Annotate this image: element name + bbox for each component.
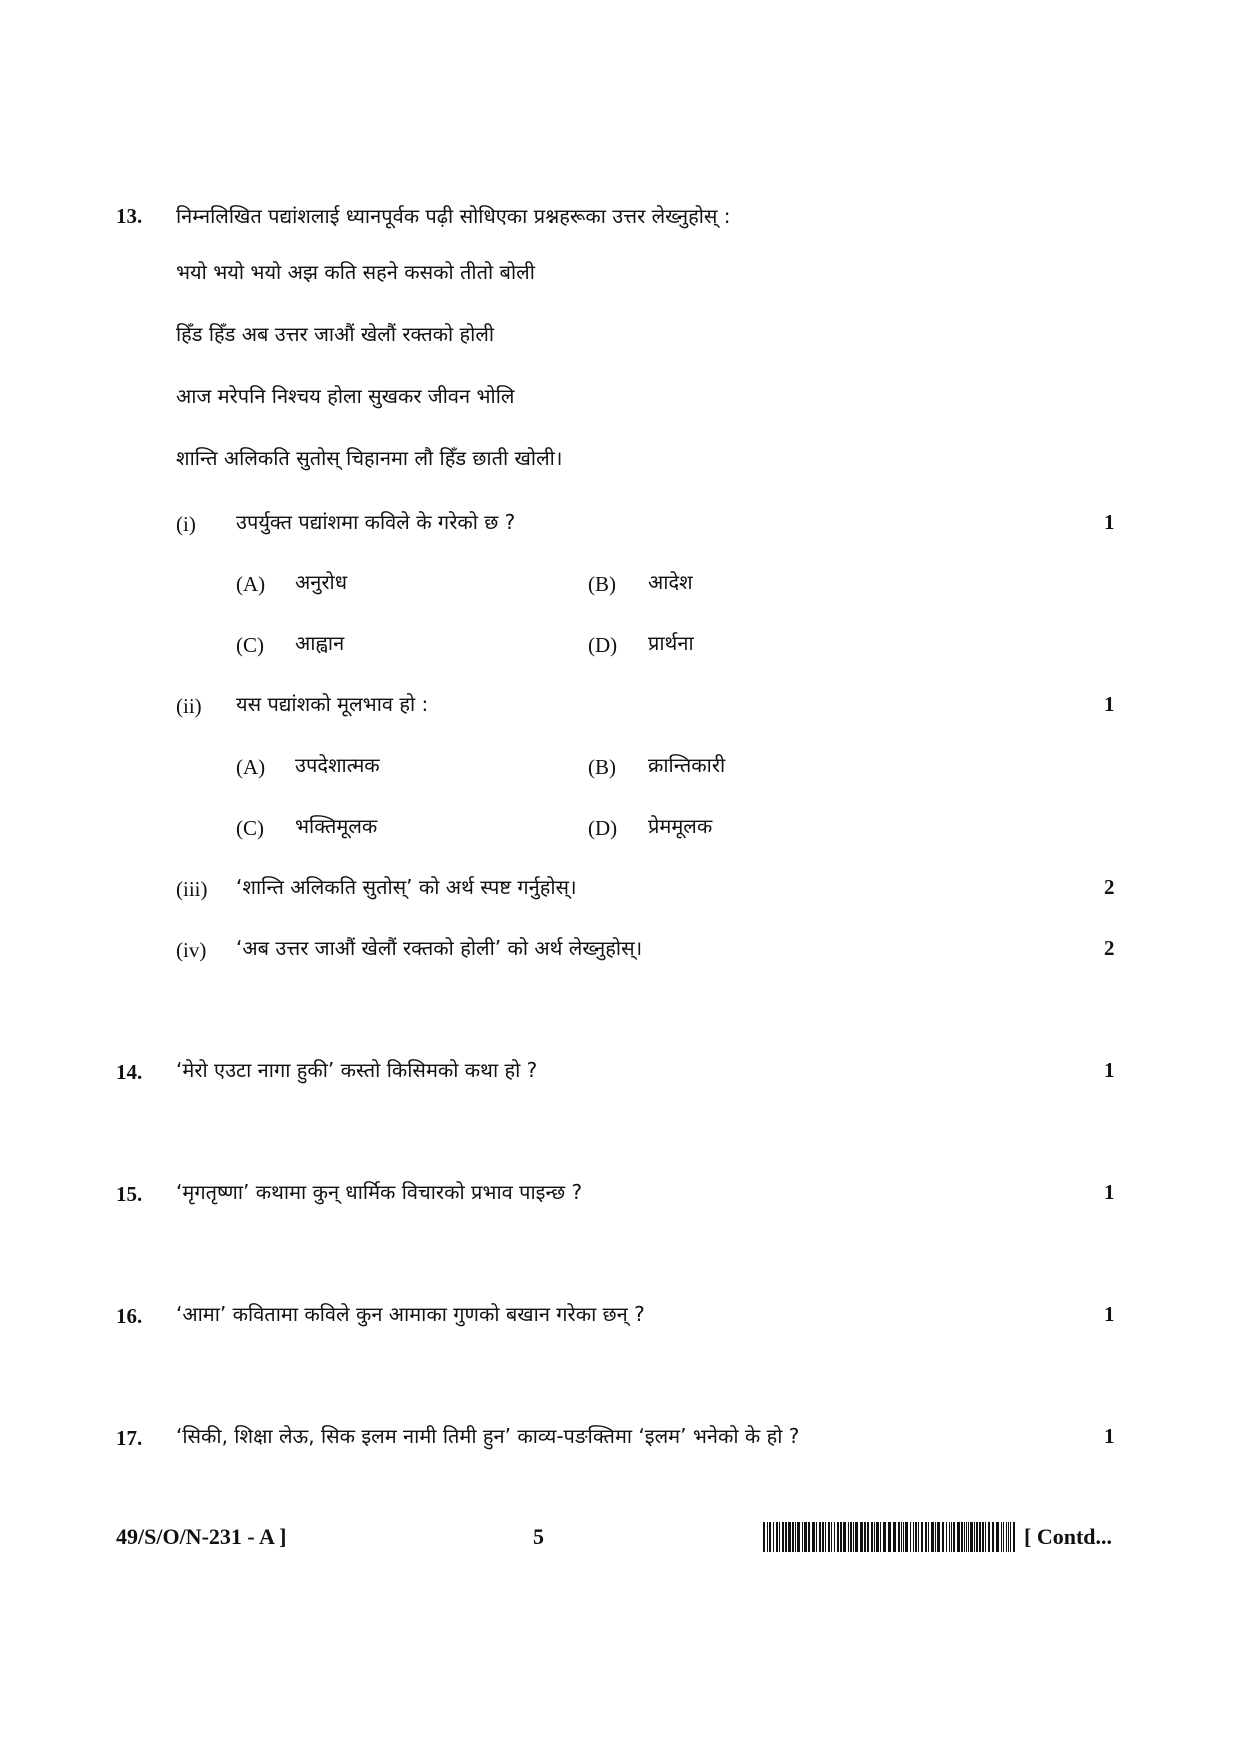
page-number: 5 xyxy=(533,1524,544,1549)
subquestion-ii-text: यस पद्यांशको मूलभाव हो : xyxy=(236,692,429,716)
option-text: आह्वान xyxy=(295,631,345,655)
subquestion-iv-number: (iv) xyxy=(176,938,207,962)
question-16-text: ‘आमा’ कवितामा कविले कुन आमाका गुणको बखान गरेका छन् ? xyxy=(176,1302,645,1326)
subquestion-ii-number: (ii) xyxy=(176,694,202,718)
subquestion-i-number: (i) xyxy=(176,512,196,536)
paper-code: 49/S/O/N-231 - A ] xyxy=(116,1524,287,1549)
question-16-marks: 1 xyxy=(1104,1302,1115,1326)
subquestion-iv-marks: 2 xyxy=(1104,936,1115,960)
question-15-text: ‘मृगतृष्णा’ कथामा कुन् धार्मिक विचारको प्रभाव पाइन्छ ? xyxy=(176,1180,583,1204)
option-label: (D) xyxy=(588,633,618,657)
option-label: (B) xyxy=(588,572,616,596)
option-label: (C) xyxy=(236,633,264,657)
poem-line: आज मरेपनि निश्चय होला सुखकर जीवन भोलि xyxy=(176,384,515,408)
option-text: आदेश xyxy=(648,570,693,594)
subquestion-iii-marks: 2 xyxy=(1104,875,1115,899)
option-text: उपदेशात्मक xyxy=(295,753,380,777)
question-14-number: 14. xyxy=(116,1060,143,1084)
subquestion-iv-text: ‘अब उत्तर जाऔं खेलौं रक्तको होली’ को अर्थ लेख्नुहोस्। xyxy=(236,936,643,960)
option-label: (A) xyxy=(236,572,266,596)
question-15-marks: 1 xyxy=(1104,1180,1115,1204)
option-text: प्रार्थना xyxy=(648,631,694,655)
subquestion-ii-marks: 1 xyxy=(1104,692,1115,716)
option-label: (C) xyxy=(236,816,264,840)
question-14-marks: 1 xyxy=(1104,1058,1115,1082)
option-text: अनुरोध xyxy=(295,570,348,594)
continued-marker: [ Contd... xyxy=(1024,1524,1113,1549)
question-13-number: 13. xyxy=(116,204,143,228)
poem-line: भयो भयो भयो अझ कति सहने कसको तीतो बोली xyxy=(176,260,535,284)
subquestion-i-text: उपर्युक्त पद्यांशमा कविले के गरेको छ ? xyxy=(236,510,516,534)
subquestion-i-marks: 1 xyxy=(1104,510,1115,534)
poem-line: हिँड हिँड अब उत्तर जाऔं खेलौं रक्तको होली xyxy=(176,322,495,346)
poem-line: शान्ति अलिकति सुतोस् चिहानमा लौ हिँड छाती खोली। xyxy=(176,446,563,470)
question-17-marks: 1 xyxy=(1104,1424,1115,1448)
barcode xyxy=(763,1522,1017,1552)
option-label: (D) xyxy=(588,816,618,840)
question-15-number: 15. xyxy=(116,1182,143,1206)
question-17-number: 17. xyxy=(116,1426,143,1450)
option-label: (B) xyxy=(588,755,616,779)
question-13-text: निम्नलिखित पद्यांशलाई ध्यानपूर्वक पढ़ी सोधिएका प्रश्नहरूका उत्तर लेख्नुहोस् : xyxy=(176,204,731,228)
question-16-number: 16. xyxy=(116,1304,143,1328)
subquestion-iii-text: ‘शान्ति अलिकति सुतोस्’ को अर्थ स्पष्ट गर्नुहोस्। xyxy=(236,875,577,899)
subquestion-iii-number: (iii) xyxy=(176,877,208,901)
option-text: प्रेममूलक xyxy=(648,814,713,838)
option-label: (A) xyxy=(236,755,266,779)
option-text: क्रान्तिकारी xyxy=(648,753,726,777)
option-text: भक्तिमूलक xyxy=(295,814,378,838)
question-14-text: ‘मेरो एउटा नागा हुकी’ कस्तो किसिमको कथा हो ? xyxy=(176,1058,538,1082)
question-17-text: ‘सिकी, शिक्षा लेऊ, सिक इलम नामी तिमी हुन’ काव्य-पङक्तिमा ‘इलम’ भनेको के हो ? xyxy=(176,1424,800,1448)
